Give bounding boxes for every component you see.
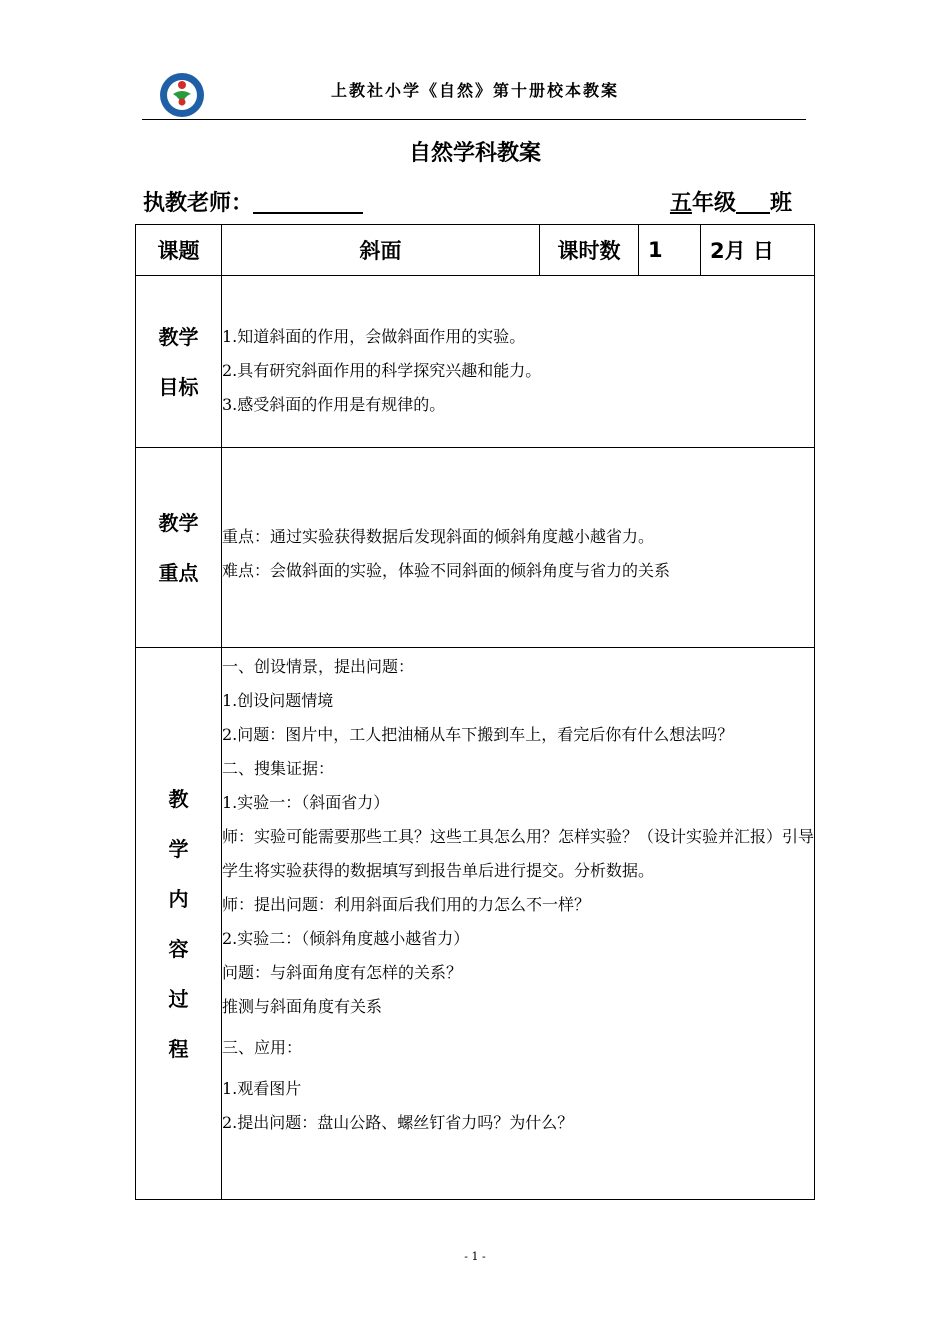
process-line: 2.实验二：（倾斜角度越小越省力） bbox=[222, 929, 470, 948]
hours-label: 课时数 bbox=[540, 225, 639, 276]
goals-content bbox=[222, 276, 815, 448]
process-label-char: 学 bbox=[168, 836, 189, 861]
teacher-blank bbox=[253, 190, 363, 214]
teacher-label: 执教老师： bbox=[143, 191, 254, 216]
process-line: 2.提出问题：盘山公路、螺丝钉省力吗？为什么？ bbox=[222, 1113, 574, 1132]
process-line: 1.观看图片 bbox=[222, 1079, 302, 1098]
table-row-header bbox=[136, 225, 815, 276]
header-title: 上教社小学《自然》第十册校本教案 bbox=[330, 81, 619, 100]
lesson-label: 课题 bbox=[136, 225, 222, 276]
process-label-char: 教 bbox=[168, 786, 189, 811]
header-rule bbox=[142, 119, 806, 120]
hours-value: 1 bbox=[639, 225, 701, 276]
process-line: 1.实验一：（斜面省力） bbox=[222, 793, 390, 812]
focus-label bbox=[136, 448, 222, 648]
process-line: 推测与斜面角度有关系 bbox=[222, 997, 383, 1016]
process-line: 三、应用： bbox=[222, 1038, 303, 1057]
table-row-goals bbox=[136, 276, 815, 448]
process-line: 一、创设情景，提出问题： bbox=[222, 657, 415, 676]
focus-item: 重点：通过实验获得数据后发现斜面的倾斜角度越小越省力。 bbox=[222, 526, 655, 546]
process-content bbox=[222, 648, 815, 1200]
goals-label bbox=[136, 276, 222, 448]
page-number: - 1 - bbox=[464, 1250, 486, 1263]
goals-label-line: 教学 bbox=[158, 324, 199, 349]
process-label-char: 容 bbox=[168, 936, 189, 961]
document-title: 自然学科教案 bbox=[408, 141, 541, 166]
process-line: 二、搜集证据： bbox=[222, 759, 335, 778]
class-suffix: 班 bbox=[769, 191, 792, 216]
goal-item: 2.具有研究斜面作用的科学探究兴趣和能力。 bbox=[222, 360, 542, 380]
process-line: 2.问题：图片中，工人把油桶从车下搬到车上，看完后你有什么想法吗？ bbox=[222, 725, 734, 744]
table-row-focus bbox=[136, 448, 815, 648]
class-blank bbox=[736, 190, 770, 214]
focus-label-line: 重点 bbox=[158, 560, 199, 585]
date-value: 2月 日 bbox=[701, 225, 815, 276]
process-line: 师：实验可能需要那些工具？这些工具怎么用？怎样实验？（设计实验并汇报）引导学生将实验获得的数据填写到报告单后进行提交。分析数据。 bbox=[222, 827, 815, 880]
goal-item: 3.感受斜面的作用是有规律的。 bbox=[222, 394, 446, 414]
table-row-process bbox=[136, 648, 815, 1200]
grade-value: 五 bbox=[669, 191, 692, 216]
process-label bbox=[136, 648, 222, 1200]
focus-label-line: 教学 bbox=[158, 510, 199, 535]
process-line: 师：提出问题：利用斜面后我们用的力怎么不一样？ bbox=[222, 895, 591, 914]
process-label-char: 过 bbox=[168, 986, 189, 1011]
focus-content bbox=[222, 448, 815, 648]
goal-item: 1.知道斜面的作用，会做斜面作用的实验。 bbox=[222, 326, 526, 346]
process-line: 1.创设问题情境 bbox=[222, 691, 334, 710]
process-label-char: 程 bbox=[168, 1036, 189, 1061]
teacher-line bbox=[143, 186, 363, 217]
lesson-value: 斜面 bbox=[222, 225, 540, 276]
goals-label-line: 目标 bbox=[158, 374, 199, 399]
focus-item: 难点：会做斜面的实验，体验不同斜面的倾斜角度与省力的关系 bbox=[222, 560, 671, 580]
process-line: 问题：与斜面角度有怎样的关系？ bbox=[222, 963, 463, 982]
process-label-char: 内 bbox=[168, 886, 189, 911]
lesson-plan-table bbox=[135, 224, 815, 1200]
grade-suffix: 年级 bbox=[691, 191, 736, 216]
grade-line bbox=[666, 186, 792, 217]
